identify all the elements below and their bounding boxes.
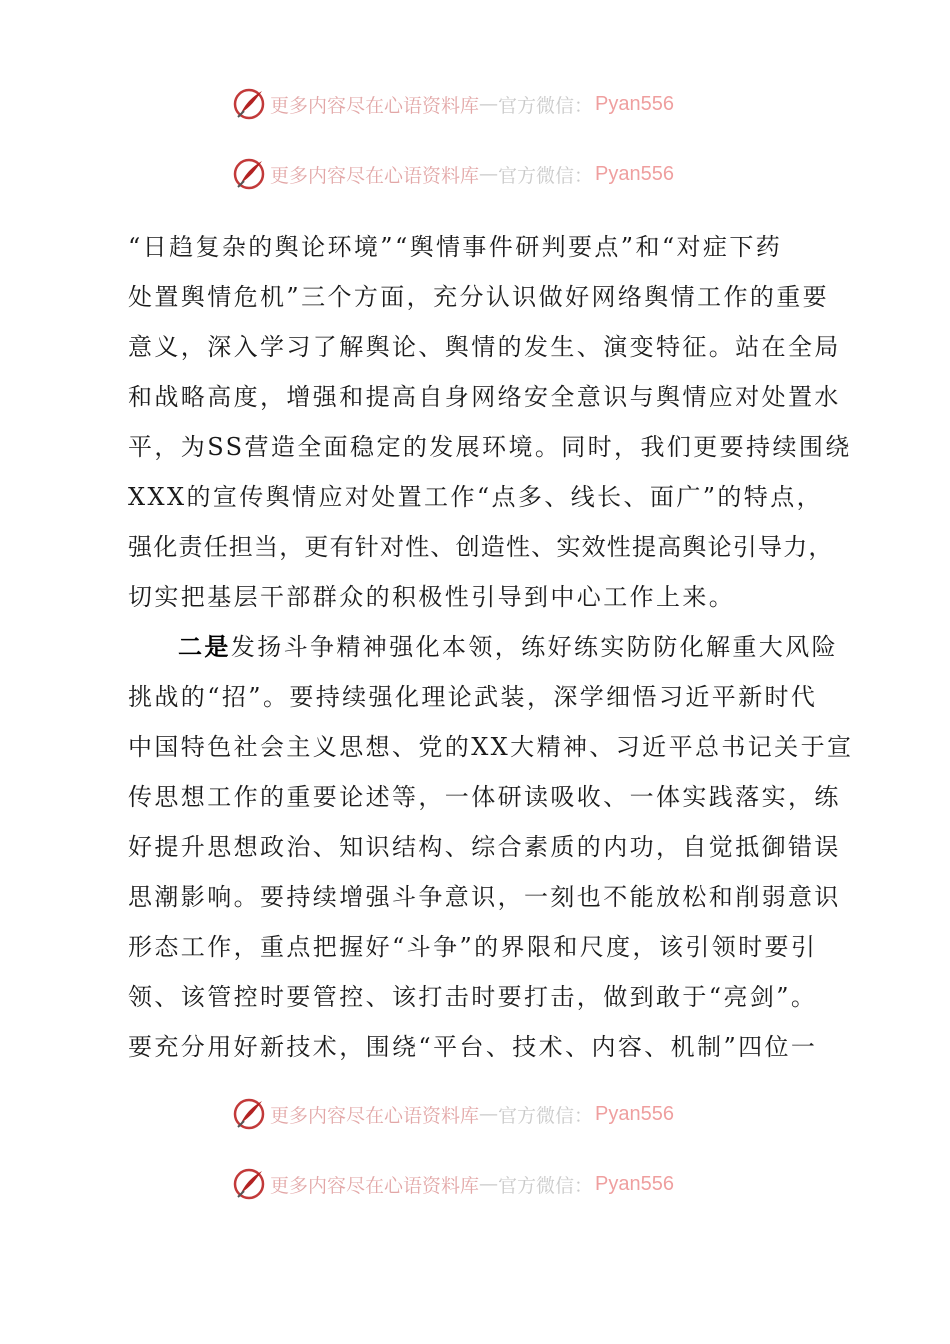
- watermark-banner: [232, 1166, 674, 1202]
- watermark-wechat-label: 官方微信：: [498, 1104, 594, 1127]
- quill-pen-logo-icon: [232, 87, 266, 121]
- watermark-dash: —: [479, 1103, 499, 1125]
- paragraph-line: 形态工作，重点把握好“斗争”的界限和尺度，该引领时要引: [128, 933, 818, 961]
- paragraph-line: 传思想工作的重要论述等，一体研读吸收、一体实践落实，练: [128, 783, 841, 811]
- watermark-wechat-id: Pyan556: [595, 1172, 674, 1195]
- watermark-wechat-label: 官方微信：: [498, 1174, 594, 1197]
- watermark-banner: [232, 86, 674, 122]
- paragraph-line: 切实把基层干部群众的积极性引导到中心工作上来。: [128, 583, 736, 611]
- paragraph-bold-lead: 二是: [178, 632, 231, 661]
- paragraph-line: 领、该管控时要管控、该打击时要打击，做到敢于“亮剑”。: [128, 983, 818, 1011]
- paragraph-line: XXX的宣传舆情应对处置工作“点多、线长、面广”的特点，: [128, 483, 823, 511]
- paragraph-line: 强化责任担当，更有针对性、创造性、实效性提高舆论引导力，: [128, 533, 834, 561]
- watermark-text: 更多内容尽在心语资料库: [270, 1104, 480, 1127]
- watermark-banner: [232, 1096, 674, 1132]
- paragraph-line: 处置舆情危机”三个方面，充分认识做好网络舆情工作的重要: [128, 283, 830, 311]
- watermark-dash: —: [479, 93, 499, 115]
- watermark-text: 更多内容尽在心语资料库: [270, 94, 480, 117]
- paragraph-line: “日趋复杂的舆论环境”“舆情事件研判要点”和“对症下药: [128, 233, 783, 261]
- watermark-wechat-label: 官方微信：: [498, 164, 594, 187]
- document-body: [128, 222, 854, 1072]
- paragraph-line: 意义，深入学习了解舆论、舆情的发生、演变特征。站在全局: [128, 333, 841, 361]
- paragraph-first-line: [128, 622, 848, 672]
- watermark-wechat-id: Pyan556: [595, 92, 674, 115]
- paragraph-line: 和战略高度，增强和提高自身网络安全意识与舆情应对处置水: [128, 383, 841, 411]
- paragraph-line: 好提升思想政治、知识结构、综合素质的内功，自觉抵御错误: [128, 833, 841, 861]
- paragraph-line: 平，为SS营造全面稳定的发展环境。同时，我们更要持续围绕: [128, 433, 852, 461]
- watermark-wechat-id: Pyan556: [595, 162, 674, 185]
- quill-pen-logo-icon: [232, 1167, 266, 1201]
- watermark-dash: —: [479, 1173, 499, 1195]
- watermark-text: 更多内容尽在心语资料库: [270, 1174, 480, 1197]
- paragraph-line: 挑战的“招”。要持续强化理论武装，深学细悟习近平新时代: [128, 683, 818, 711]
- watermark-text: 更多内容尽在心语资料库: [270, 164, 480, 187]
- watermark-dash: —: [479, 163, 499, 185]
- paragraph-line: 思潮影响。要持续增强斗争意识，一刻也不能放松和削弱意识: [128, 883, 841, 911]
- quill-pen-logo-icon: [232, 157, 266, 191]
- paragraph-line: 中国特色社会主义思想、党的XX大精神、习近平总书记关于宣: [128, 733, 854, 761]
- watermark-wechat-id: Pyan556: [595, 1102, 674, 1125]
- watermark-banner: [232, 156, 674, 192]
- quill-pen-logo-icon: [232, 1097, 266, 1131]
- paragraph-line: 要充分用好新技术，围绕“平台、技术、内容、机制”四位一: [128, 1033, 818, 1061]
- watermark-wechat-label: 官方微信：: [498, 94, 594, 117]
- paragraph-line-rest: 发扬斗争精神强化本领，练好练实防防化解重大风险: [230, 633, 839, 661]
